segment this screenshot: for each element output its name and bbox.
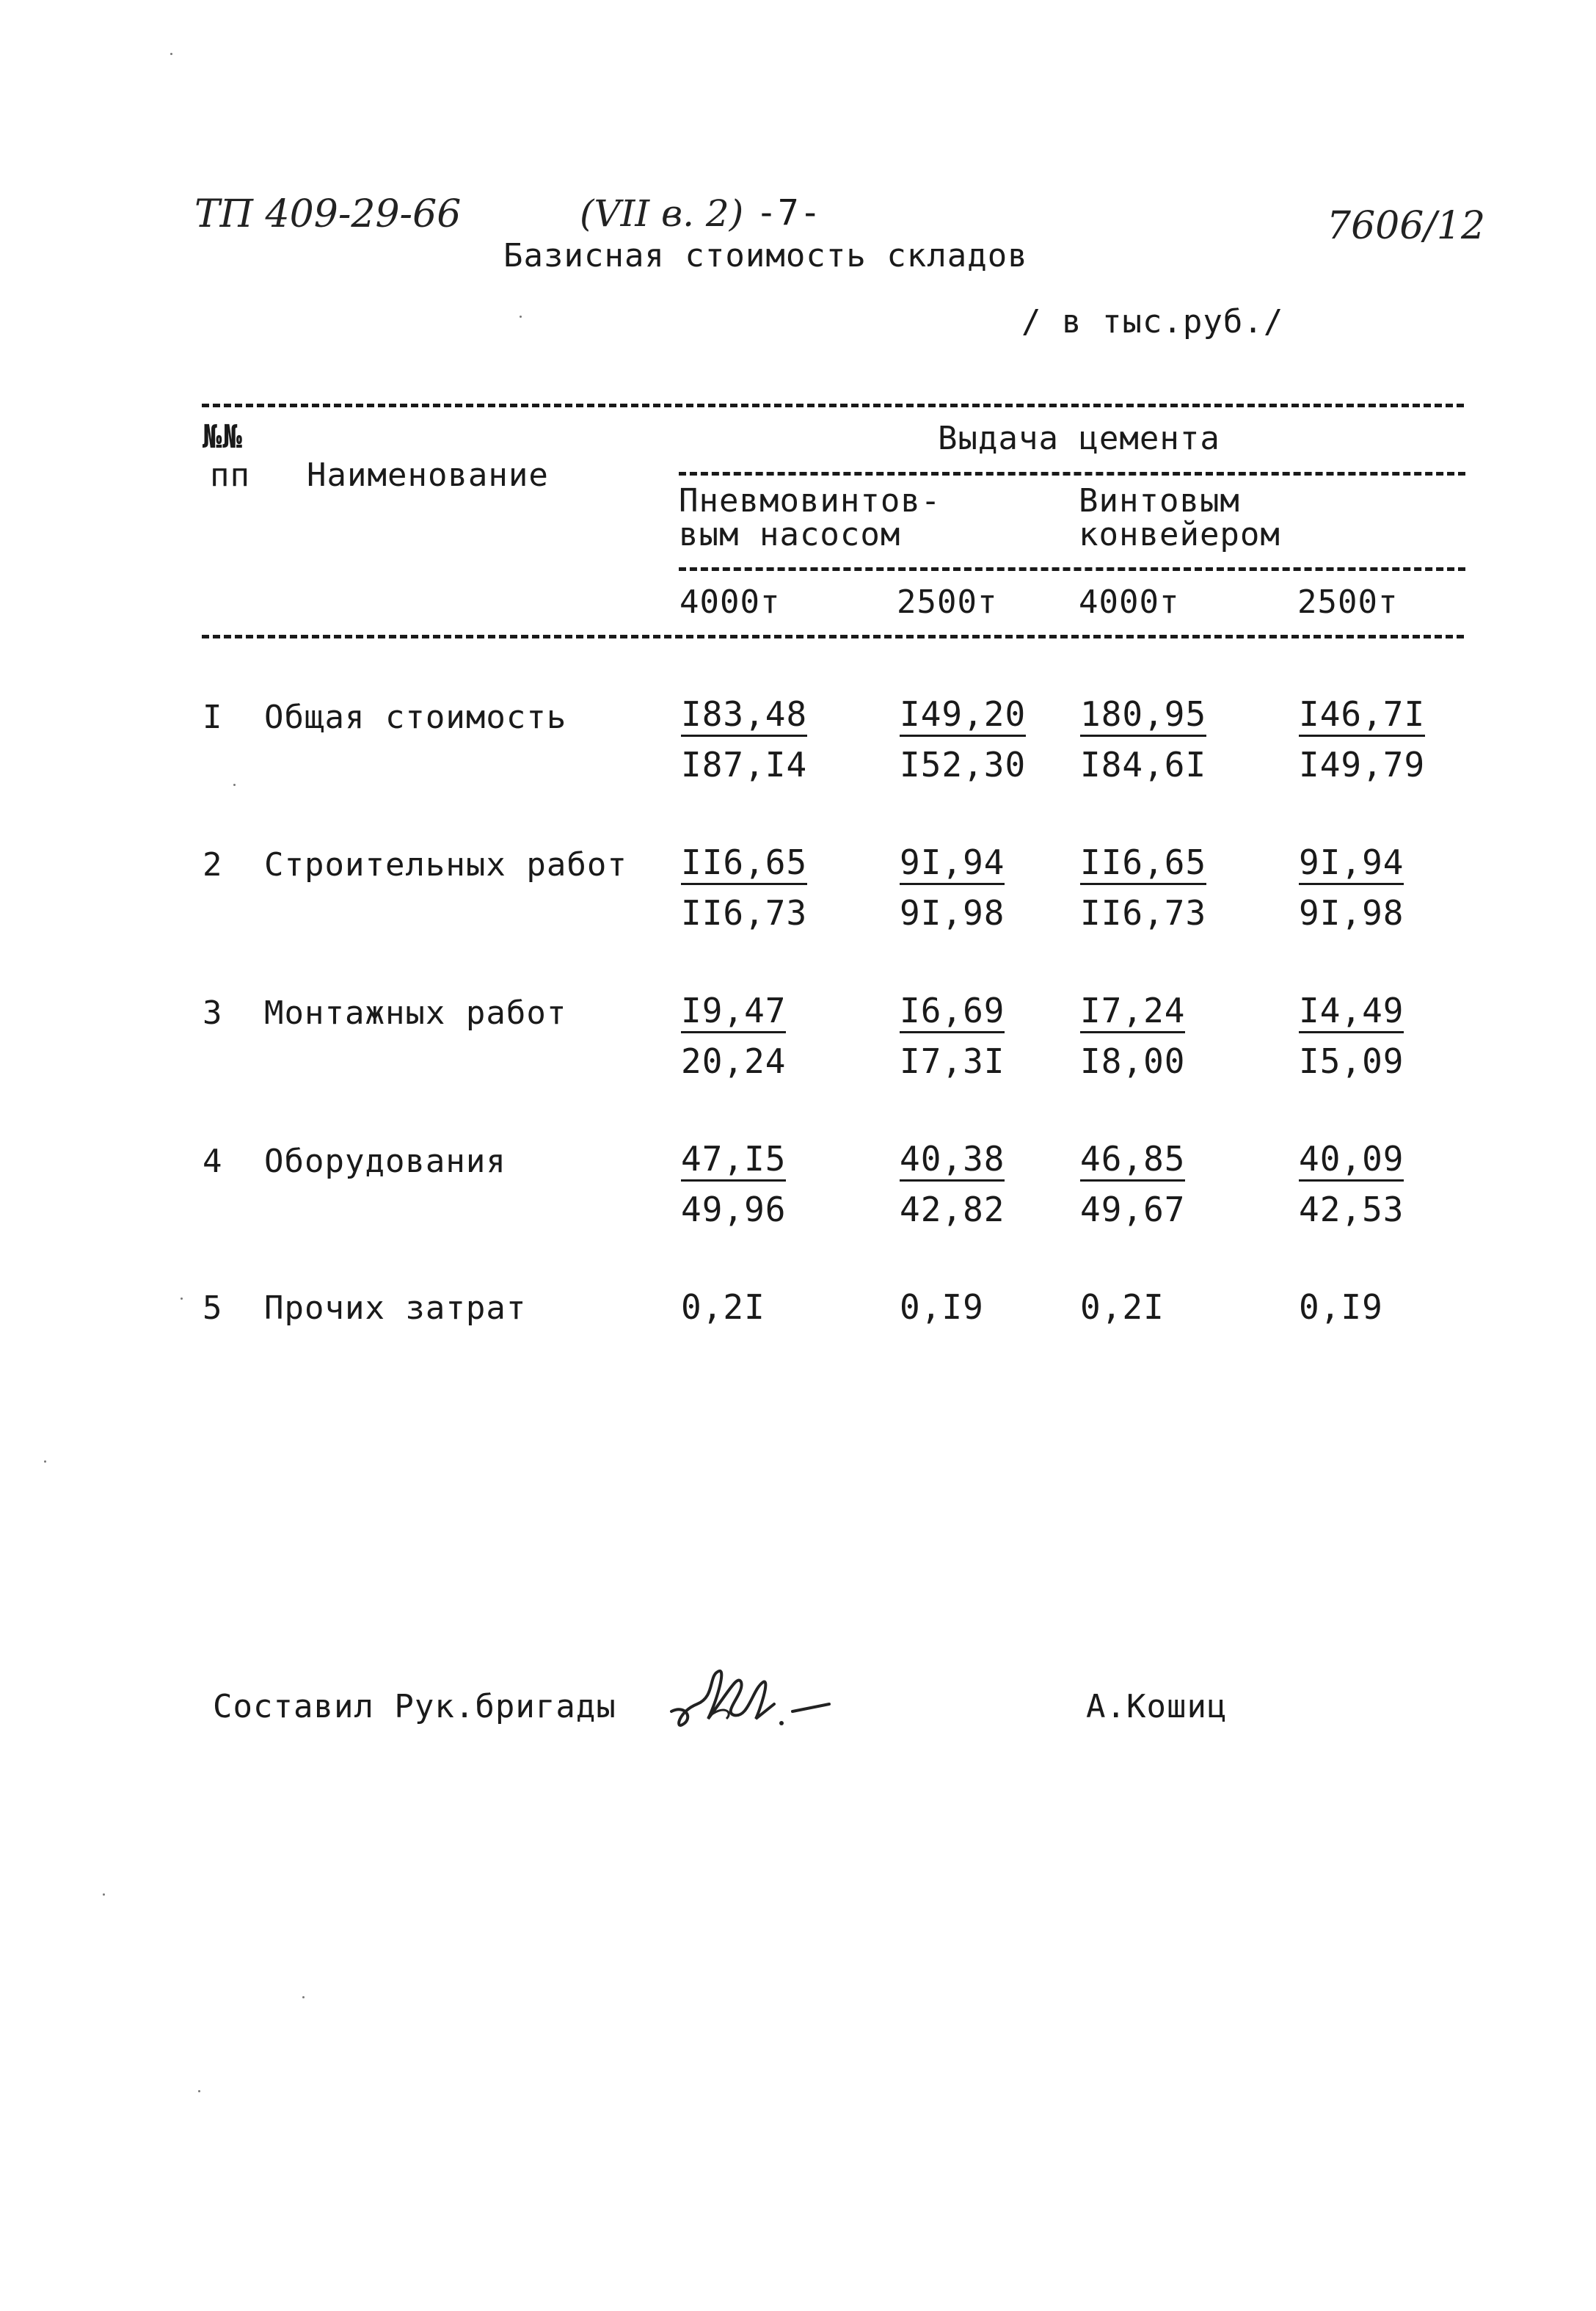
- row-name: Монтажных работ: [264, 994, 567, 1032]
- value-adjusted: 42,82: [900, 1190, 1005, 1229]
- row-name: Строительных работ: [264, 846, 627, 884]
- capacity-col4: 2500т: [1297, 583, 1399, 621]
- value-base: 0,I9: [1299, 1287, 1383, 1327]
- subheader-screw-line2: конвейером: [1079, 516, 1280, 553]
- row-number: 5: [203, 1289, 223, 1327]
- row-number: 3: [203, 994, 223, 1032]
- scan-speck: [44, 1460, 46, 1463]
- value-adjusted: 9I,98: [1299, 893, 1404, 933]
- column-number-label-2: пп: [210, 456, 250, 494]
- compiled-by-label: Составил Рук.бригады: [213, 1688, 616, 1725]
- page-number: -7-: [756, 192, 822, 233]
- scan-speck: [103, 1893, 105, 1896]
- value-base: I9,47: [681, 991, 786, 1033]
- page-title: Базисная стоимость складов: [503, 237, 1028, 274]
- sheet-code: 7606/12: [1327, 204, 1486, 248]
- value-adjusted: 49,96: [681, 1190, 787, 1229]
- capacity-rule: [679, 567, 1465, 571]
- value-adjusted: I87,I4: [681, 745, 808, 785]
- units-note: / в тыс.руб./: [1021, 303, 1284, 341]
- subheader-pneumatic-line2: вым насосом: [679, 516, 901, 553]
- value-base: II6,65: [1080, 842, 1206, 885]
- value-base: 9I,94: [1299, 842, 1404, 885]
- value-base: I6,69: [900, 991, 1005, 1033]
- value-base: 47,I5: [681, 1139, 786, 1182]
- value-adjusted: I8,00: [1080, 1041, 1186, 1081]
- scan-speck: [302, 1996, 305, 1998]
- value-base: I83,48: [681, 694, 807, 737]
- value-adjusted: I5,09: [1299, 1041, 1404, 1081]
- scan-speck: [520, 316, 522, 318]
- value-base: 9I,94: [900, 842, 1005, 885]
- value-adjusted: 9I,98: [900, 893, 1005, 933]
- value-base: 0,2I: [681, 1287, 765, 1327]
- value-base: 0,I9: [900, 1287, 984, 1327]
- subheader-screw-line1: Винтовым: [1079, 482, 1240, 520]
- signature-icon: [664, 1660, 840, 1741]
- value-adjusted: 42,53: [1299, 1190, 1404, 1229]
- capacity-col3: 4000т: [1079, 583, 1180, 621]
- value-adjusted: II6,73: [681, 893, 808, 933]
- subheader-pneumatic-line1: Пневмовинтов-: [679, 482, 941, 520]
- value-adjusted: I7,3I: [900, 1041, 1005, 1081]
- capacity-col2: 2500т: [897, 583, 998, 621]
- value-adjusted: II6,73: [1080, 893, 1207, 933]
- value-adjusted: I84,6I: [1080, 745, 1207, 785]
- value-base: 40,38: [900, 1139, 1005, 1182]
- row-number: I: [203, 699, 223, 736]
- value-base: II6,65: [681, 842, 807, 885]
- value-adjusted: I52,30: [900, 745, 1027, 785]
- group-rule: [679, 472, 1465, 476]
- scan-speck: [170, 53, 172, 55]
- value-base: 180,95: [1080, 694, 1206, 737]
- value-adjusted: 49,67: [1080, 1190, 1186, 1229]
- table-head-bottom-rule: [202, 635, 1464, 638]
- value-base: 46,85: [1080, 1139, 1185, 1182]
- subheader-screw: [1079, 484, 1280, 552]
- scan-speck: [181, 1298, 183, 1300]
- row-number: 2: [203, 846, 223, 884]
- project-code: ТП 409-29-66: [194, 192, 462, 236]
- value-adjusted: 20,24: [681, 1041, 787, 1081]
- album-mark: (VII в. 2): [580, 192, 744, 235]
- value-base: 0,2I: [1080, 1287, 1165, 1327]
- row-number: 4: [203, 1143, 223, 1180]
- column-number-label: №№: [203, 418, 243, 456]
- value-base: 40,09: [1299, 1139, 1404, 1182]
- row-name: Общая стоимость: [264, 699, 567, 736]
- table-top-rule: [202, 404, 1464, 407]
- value-base: I7,24: [1080, 991, 1185, 1033]
- scan-speck: [198, 2090, 200, 2092]
- scan-speck: [233, 784, 236, 786]
- value-base: I4,49: [1299, 991, 1404, 1033]
- value-base: I46,7I: [1299, 694, 1425, 737]
- subheader-pneumatic: [679, 484, 941, 552]
- capacity-col1: 4000т: [679, 583, 781, 621]
- row-name: Прочих затрат: [264, 1289, 527, 1327]
- signer-name: А.Кошиц: [1086, 1688, 1228, 1725]
- value-adjusted: I49,79: [1299, 745, 1426, 785]
- value-base: I49,20: [900, 694, 1026, 737]
- column-name-header: Наименование: [307, 456, 549, 494]
- column-group-header: Выдача цемента: [938, 420, 1220, 457]
- row-name: Оборудования: [264, 1143, 506, 1180]
